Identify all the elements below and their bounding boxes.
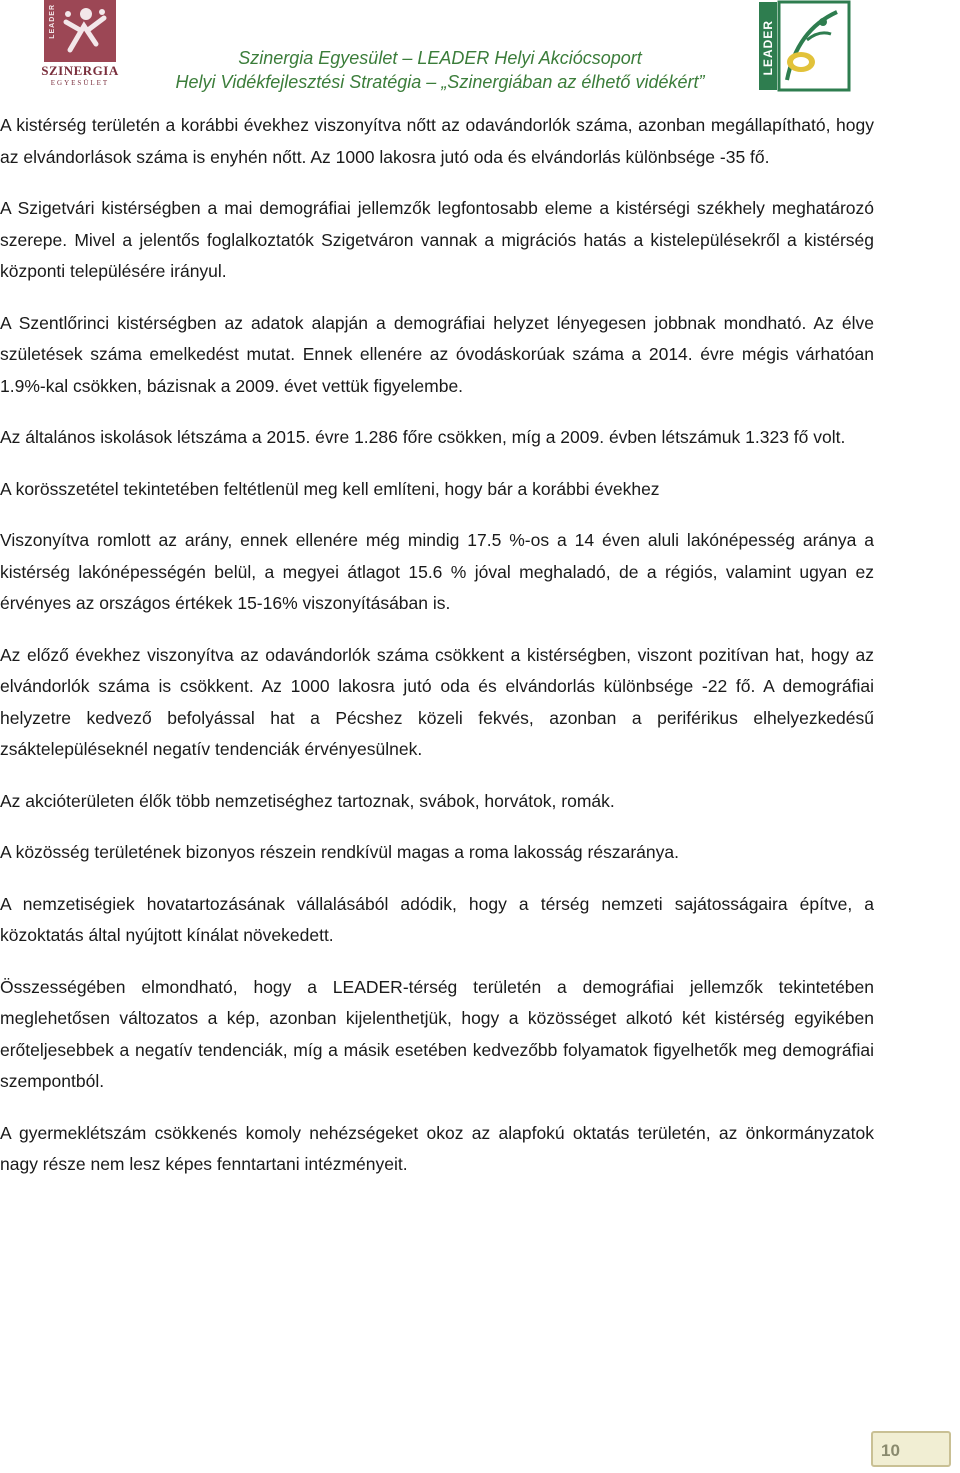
document-body	[0, 110, 874, 1201]
header-line-1: Szinergia Egyesület – LEADER Helyi Akciócsoport	[238, 48, 642, 68]
paragraph: A korösszetétel tekintetében feltétlenül meg kell említeni, hogy bár a korábbi évekhez	[0, 478, 660, 499]
leader-vertical-text: LEADER	[761, 20, 775, 76]
paragraph: A gyermeklétszám csökkenés komoly nehézségeket okoz az alapfokú oktatás területén, az önkormányzatok nagy része nem lesz képes fenntartani intézményeit.	[0, 1122, 874, 1174]
paragraph: Összességében elmondható, hogy a LEADER-térség területén a demográfiai jellemzők tekintetében meglehetősen változatos a kép, azonban kijelenthetjük, hogy a közösséget alkotó két kistérség egyikében erőteljesebbek a negatív tendenciák, míg a másik esetében kedvezőbb folyamatok figyelhetők meg demográfiai szempontból.	[0, 976, 874, 1091]
leader-logo	[757, 0, 851, 92]
logo-brand-sub: EGYESÜLET	[50, 79, 110, 87]
header-line-2: Helyi Vidékfejlesztési Stratégia – „Szinergiában az élhető vidékért”	[175, 72, 705, 92]
paragraph: Az előző évekhez viszonyítva az odavándorlók száma csökkent a kistérségben, viszont pozitívan hat, hogy az elvándorlók száma is csökkent. Az 1000 lakosra jutó oda és elvándorlás különbsége -22 fő. A demográfiai helyzetre kedvező befolyással hat a Pécshez közeli fekvés, azonban a periférikus elhelyezkedésű zsáktelepüléseknél negatív tendenciák érvényesülnek.	[0, 644, 874, 759]
szinergia-logo	[40, 0, 120, 92]
paragraph: A Szentlőrinci kistérségben az adatok alapján a demográfiai helyzet lényegesen jobbnak mondható. Az élve születések száma emelkedést mutat. Ennek ellenére az óvodáskorúak száma a 2014. évre mégis várhatóan 1.9%-kal csökken, bázisnak a 2009. évet vettük figyelembe.	[0, 312, 874, 396]
paragraph: A Szigetvári kistérségben a mai demográfiai jellemzők legfontosabb eleme a kistérségi székhely meghatározó szerepe. Mivel a jelentős foglalkoztatók Szigetváron vannak a migrációs hatás a kistelepülésekről a kistérség központi településére irányul.	[0, 198, 874, 281]
page-number: 10	[881, 1441, 900, 1460]
paragraph: A nemzetiségiek hovatartozásának vállalásából adódik, hogy a térség nemzeti sajátosságaira építve, a közoktatás által nyújtott kínálat növekedett.	[0, 893, 874, 945]
logo-vertical-text: LEADER	[49, 4, 56, 39]
paragraph: Az általános iskolások létszáma a 2015. évre 1.286 főre csökken, míg a 2009. évben létszámuk 1.323 fő volt.	[0, 427, 846, 447]
page-number-box	[871, 1431, 951, 1467]
paragraph: A közösség területének bizonyos részein rendkívül magas a roma lakosság részaránya.	[0, 842, 679, 862]
page-header	[0, 0, 960, 100]
paragraph: Az akcióterületen élők több nemzetiséghez tartoznak, svábok, horvátok, romák.	[0, 790, 615, 811]
person-figure-icon	[44, 0, 116, 62]
paragraph: Viszonyítva romlott az arány, ennek ellenére még mindig 17.5 %-os a 14 éven aluli lakónépesség aránya a kistérség lakónépességén belül, a megyei átlagot 15.6 % jóval meghaladó, de a régiós, valamint ugyan ez érvényes az országos értékek 15-16% viszonyításában is.	[0, 530, 874, 613]
paragraph: A kistérség területén a korábbi évekhez viszonyítva nőtt az odavándorlók száma, azonban megállapítható, hogy az elvándorlások száma is enyhén nőtt. Az 1000 lakosra jutó oda és elvándorlás különbsége -35 fő.	[0, 115, 874, 167]
header-title	[160, 46, 720, 94]
szinergia-logo-mark	[44, 0, 116, 62]
logo-brand-name: SZINERGIA	[41, 63, 119, 78]
